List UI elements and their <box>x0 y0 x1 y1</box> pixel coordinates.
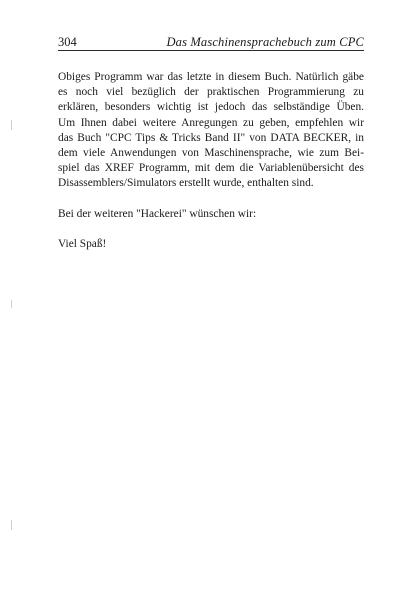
text-line: dem viele Anwendungen von Maschinensprache, wie zum Bei- <box>58 146 364 159</box>
text-line: spiel das XREF Programm, mit dem die Variablenübersicht des <box>58 162 364 175</box>
text-line: erklären, besonders wichtig ist jedoch das selbständige Üben. <box>58 101 364 114</box>
scan-margin-mark <box>11 300 12 308</box>
text-line: Disassemblers/Simulators erstellt wurde, enthalten sind. <box>58 177 314 190</box>
scan-margin-mark <box>11 120 12 130</box>
text-line: Bei der weiteren "Hackerei" wünschen wir: <box>58 207 257 220</box>
running-header <box>58 34 364 51</box>
text-line: Viel Spaß! <box>58 237 107 250</box>
scan-margin-mark <box>11 520 12 530</box>
paragraph-wishes <box>58 207 364 222</box>
body-text <box>58 70 364 267</box>
text-line: Obiges Programm war das letzte in diesem Buch. Natürlich gäbe <box>58 71 364 83</box>
paragraph-closing-remarks <box>58 70 364 192</box>
text-line: es noch viel bezüglich der praktischen Programmierung zu <box>58 86 364 99</box>
text-line: Um Ihnen dabei weitere Anregungen zu geben, empfehlen wir <box>58 116 364 129</box>
paragraph-sign-off <box>58 237 364 252</box>
page-number: 304 <box>58 35 77 49</box>
book-title: Das Maschinensprachebuch zum CPC <box>166 35 364 49</box>
text-line: das Buch "CPC Tips & Tricks Band II" von DATA BECKER, in <box>58 131 364 144</box>
